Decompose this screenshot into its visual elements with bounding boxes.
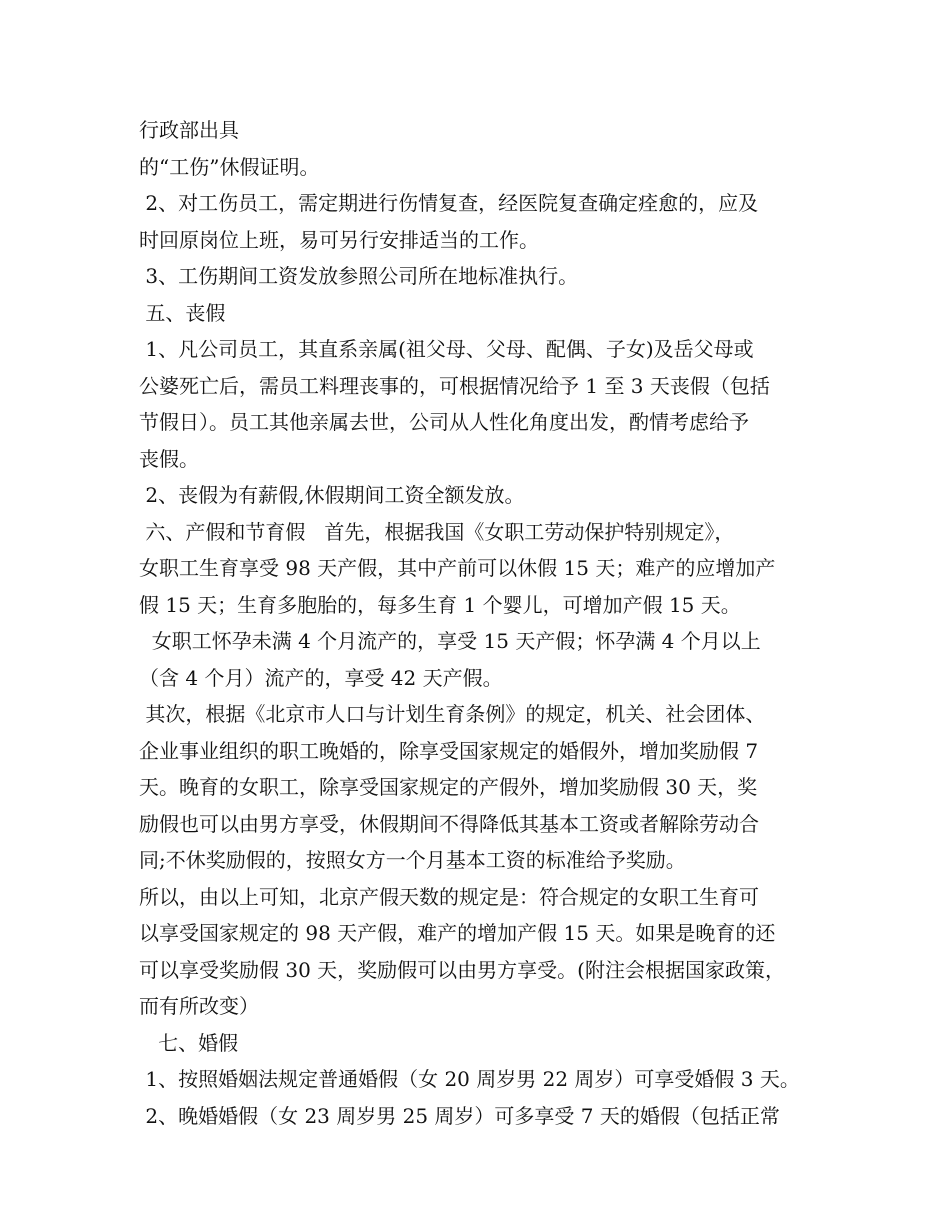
- text-line: 2、丧假为有薪假,休假期间工资全额发放。: [139, 483, 525, 507]
- text-line: 励假也可以由男方享受，休假期间不得降低其基本工资或者解除劳动合: [139, 811, 759, 836]
- section-heading: 五、丧假: [139, 300, 226, 325]
- text-line: 以享受国家规定的 98 天产假，难产的增加产假 15 天。如果是晚育的还: [139, 921, 776, 945]
- text-line: 的“工伤”休假证明。: [139, 154, 320, 179]
- text-line: 所以，由以上可知，北京产假天数的规定是：符合规定的女职工生育可: [139, 884, 759, 909]
- text-line: 女职工怀孕未满 4 个月流产的，享受 15 天产假；怀孕满 4 个月以上: [139, 629, 761, 653]
- text-line: 假 15 天；生育多胞胎的，每多生育 1 个婴儿，可增加产假 15 天。: [139, 592, 741, 617]
- text-line: 3、工伤期间工资发放参照公司所在地标准执行。: [139, 264, 579, 288]
- text-line: （含 4 个月）流产的，享受 42 天产假。: [139, 665, 503, 690]
- text-line: 可以享受奖励假 30 天，奖励假可以由男方享受。(附注会根据国家政策，: [139, 957, 785, 982]
- section-heading: 七、婚假: [139, 1030, 239, 1055]
- text-line: 公婆死亡后，需员工料理丧事的，可根据情况给予 1 至 3 天丧假（包括: [139, 373, 770, 398]
- text-line: 天。晚育的女职工，除享受国家规定的产假外，增加奖励假 30 天，奖: [139, 775, 758, 799]
- text-line: 丧假。: [139, 446, 199, 471]
- text-line: 2、晚婚婚假（女 23 周岁男 25 周岁）可多享受 7 天的婚假（包括正常: [139, 1103, 780, 1128]
- text-line: 其次，根据《北京市人口与计划生育条例》的规定，机关、社会团体、: [139, 702, 766, 726]
- text-line: 节假日）。员工其他亲属去世，公司从人性化角度出发，酌情考虑给予: [139, 410, 749, 434]
- section-heading: 六、产假和节育假 首先，根据我国《女职工劳动保护特别规定》，: [139, 519, 735, 544]
- text-line: 行政部出具: [139, 118, 239, 142]
- text-line: 时回原岗位上班，易可另行安排适当的工作。: [139, 227, 539, 252]
- text-line: 2、对工伤员工，需定期进行伤情复查，经医院复查确定痊愈的，应及: [139, 191, 759, 215]
- text-line: 同;不休奖励假的，按照女方一个月基本工资的标准给予奖励。: [139, 848, 686, 872]
- text-line: 1、凡公司员工，其直系亲属(祖父母、父母、配偶、子女)及岳父母或: [139, 337, 754, 361]
- document-body: [139, 112, 829, 1134]
- text-line: 企业事业组织的职工晚婚的，除享受国家规定的婚假外，增加奖励假 7: [139, 738, 759, 763]
- text-line: 而有所改变）: [139, 994, 259, 1018]
- text-line: 1、按照婚姻法规定普通婚假（女 20 周岁男 22 周岁）可享受婚假 3 天。: [139, 1067, 800, 1091]
- text-line: 女职工生育享受 98 天产假，其中产前可以休假 15 天；难产的应增加产: [139, 556, 776, 580]
